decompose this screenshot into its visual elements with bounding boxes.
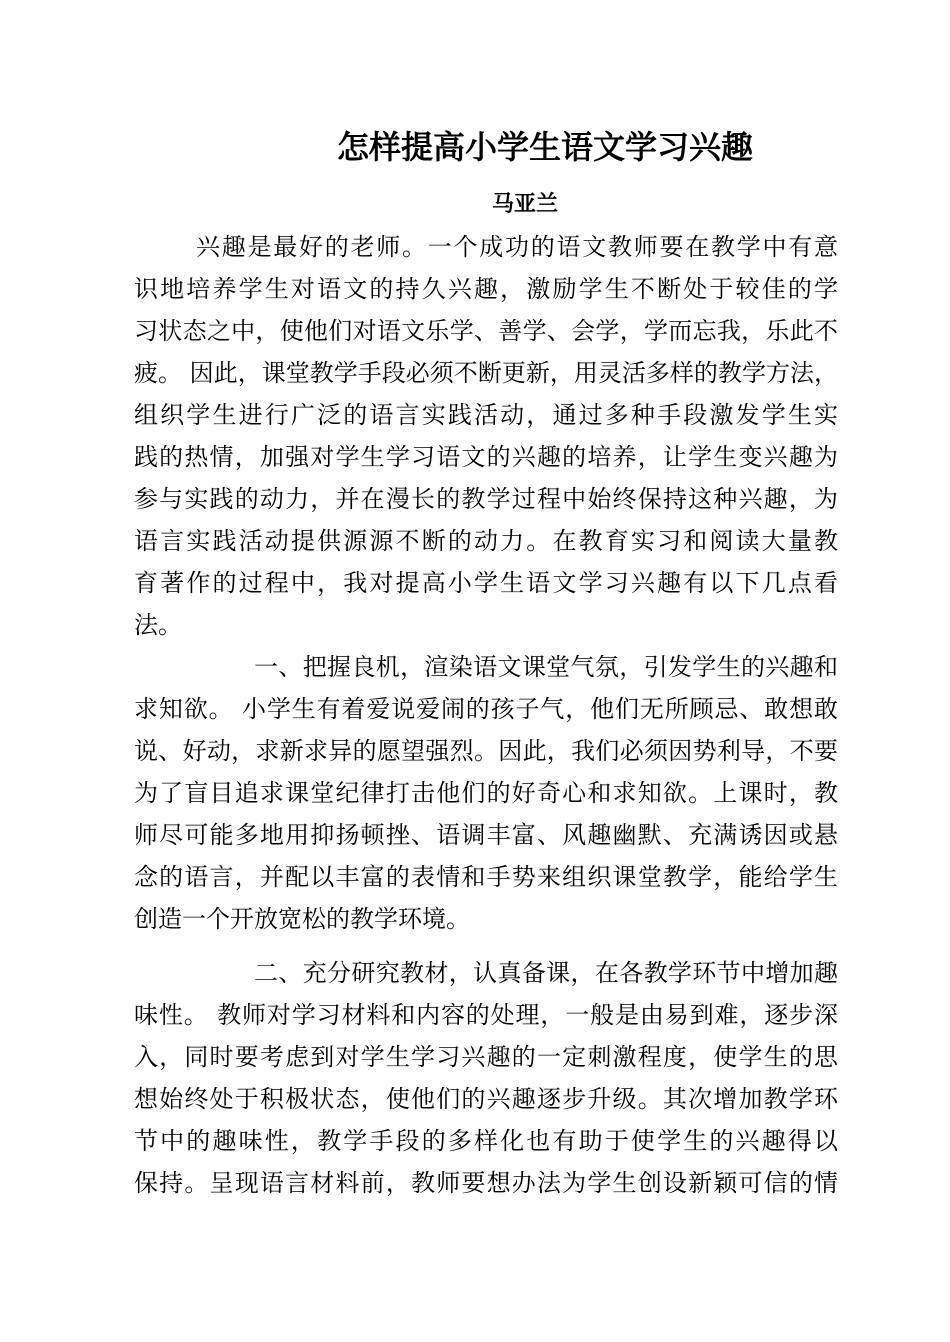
paragraph-intro xyxy=(134,226,838,646)
text-line: 保持。呈现语言材料前，教师要想办法为学生创设新颖可信的情 xyxy=(134,1169,838,1197)
document-body xyxy=(134,226,838,1204)
text-line: 味性。 教师对学习材料和内容的处理，一般是由易到难，逐步深 xyxy=(134,1001,838,1029)
document-title: 怎样提高小学生语文学习兴趣 xyxy=(336,128,753,166)
text-line: 入，同时要考虑到对学生学习兴趣的一定刺激程度，使学生的思 xyxy=(134,1043,838,1071)
text-line: 兴趣是最好的老师。一个成功的语文教师要在教学中有意 xyxy=(196,233,838,261)
text-line: 组织学生进行广泛的语言实践活动，通过多种手段激发学生实 xyxy=(134,401,838,429)
document-author: 马亚兰 xyxy=(491,191,558,217)
text-line: 育著作的过程中，我对提高小学生语文学习兴趣有以下几点看 xyxy=(134,569,838,597)
text-line: 法。 xyxy=(134,611,182,639)
text-line: 想始终处于积极状态，使他们的兴趣逐步升级。其次增加教学环 xyxy=(134,1085,838,1113)
paragraph-section-one xyxy=(134,646,838,940)
text-line: 节中的趣味性，教学手段的多样化也有助于使学生的兴趣得以 xyxy=(134,1127,838,1155)
text-line: 疲。 因此，课堂教学手段必须不断更新，用灵活多样的教学方法， xyxy=(134,359,838,387)
text-line: 习状态之中，使他们对语文乐学、善学、会学，学而忘我，乐此不 xyxy=(134,317,838,345)
text-line: 说、好动，求新求异的愿望强烈。因此，我们必须因势利导，不要 xyxy=(134,737,838,765)
paragraph-gap xyxy=(134,940,838,952)
paragraph-section-two xyxy=(134,952,838,1204)
text-line: 参与实践的动力，并在漫长的教学过程中始终保持这种兴趣，为 xyxy=(134,485,838,513)
text-line: 识地培养学生对语文的持久兴趣，激励学生不断处于较佳的学 xyxy=(134,275,838,303)
text-line: 为了盲目追求课堂纪律打击他们的好奇心和求知欲。上课时，教 xyxy=(134,779,838,807)
text-line: 求知欲。 小学生有着爱说爱闹的孩子气，他们无所顾忌、敢想敢 xyxy=(134,695,838,723)
text-line: 念的语言，并配以丰富的表情和手势来组织课堂教学，能给学生 xyxy=(134,863,838,891)
section-heading-line: 一、把握良机，渲染语文课堂气氛，引发学生的兴趣和 xyxy=(254,653,838,681)
section-heading-line: 二、充分研究教材，认真备课，在各教学环节中增加趣 xyxy=(254,959,838,987)
text-line: 创造一个开放宽松的教学环境。 xyxy=(134,905,470,933)
text-line: 语言实践活动提供源源不断的动力。在教育实习和阅读大量教 xyxy=(134,527,838,555)
text-line: 师尽可能多地用抑扬顿挫、语调丰富、风趣幽默、充满诱因或悬 xyxy=(134,821,838,849)
text-line: 践的热情，加强对学生学习语文的兴趣的培养，让学生变兴趣为 xyxy=(134,443,838,471)
